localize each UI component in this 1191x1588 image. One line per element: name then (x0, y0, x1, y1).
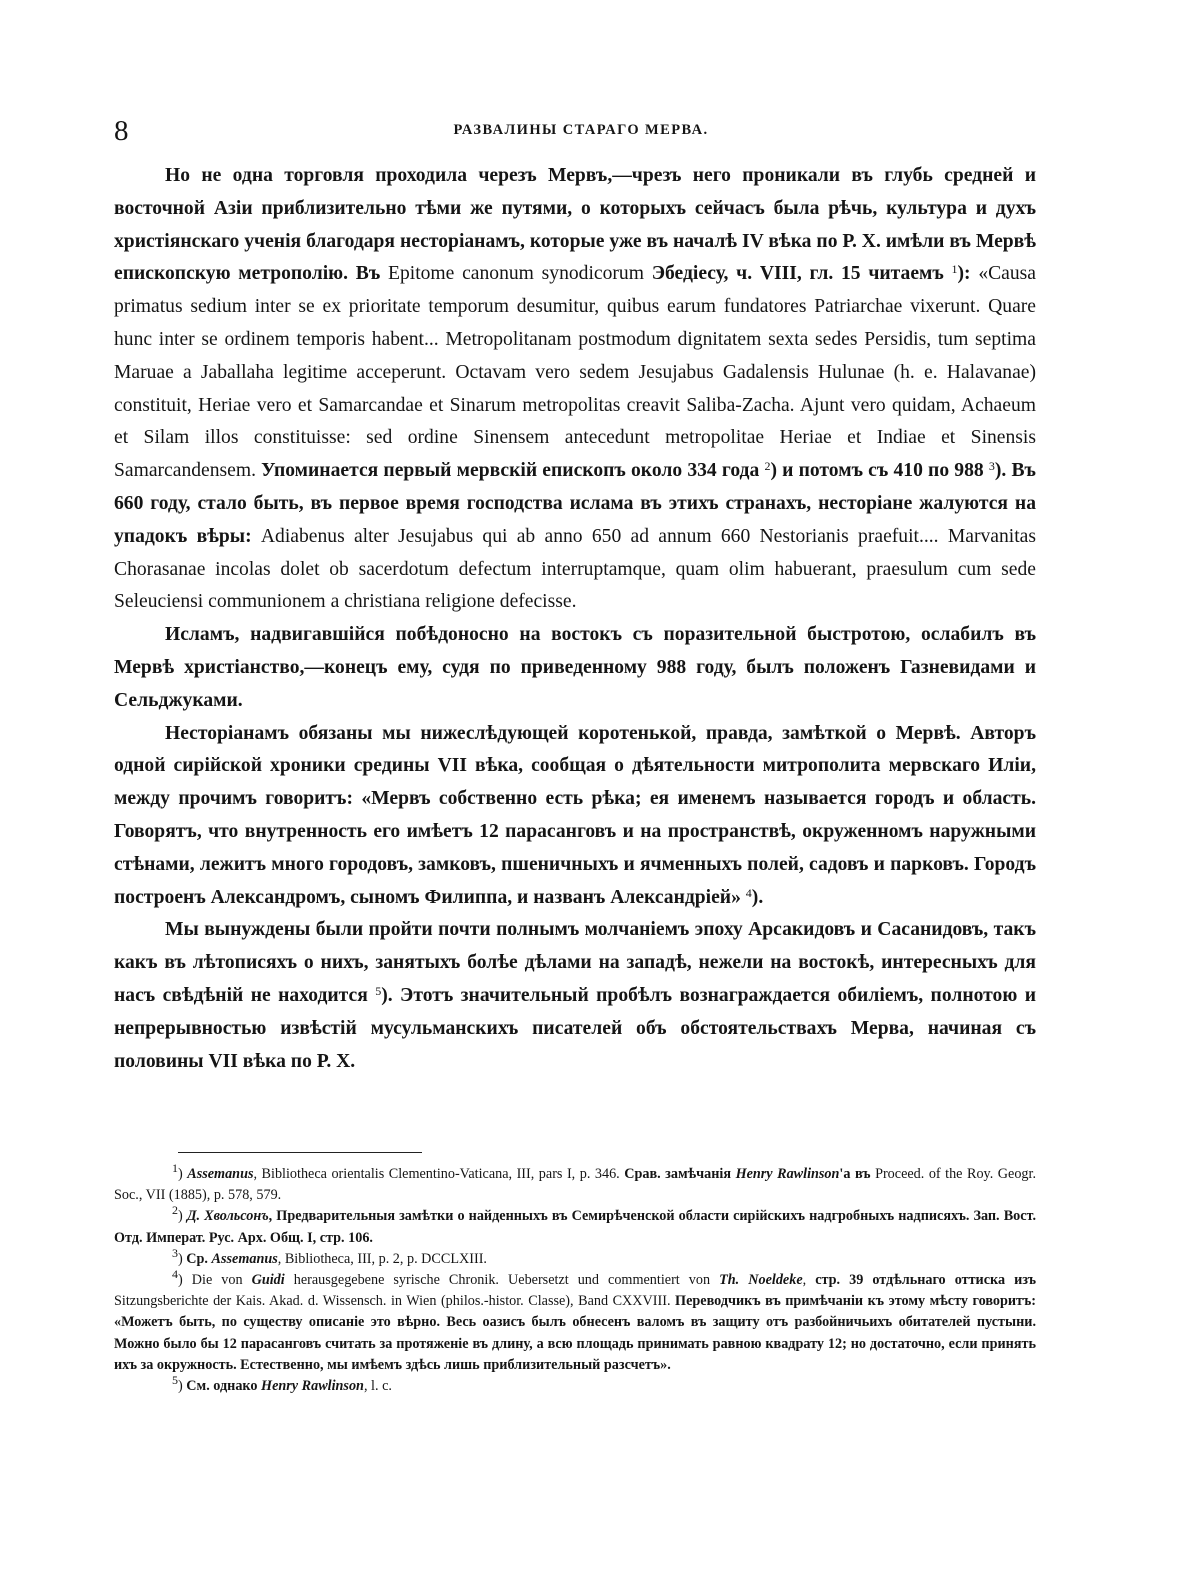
text-run: Переводчикъ въ примѣчаніи къ этому мѣсту говоритъ: «Можетъ быть, по существу описаніе это вѣрно. Весь оазисъ былъ обнесенъ валомъ въ защиту отъ разбойничьихъ обитателей пустыни. Можно было бы 12 парасанговъ считать за протяженіе въ длину, а всю площадь принимать равною квадрату 12; но достаточно, если принять ихъ за окружность. Естественно, мы имѣемъ здѣсь лишь приблизительный разсчетъ». (114, 1293, 1037, 1373)
text-run: ) (178, 1250, 187, 1267)
text-run: ) (178, 1208, 187, 1225)
text-run: ). Въ 660 году, стало быть, въ первое время господства ислама въ этихъ странахъ, несторіане жалуются на упадокъ вѣры: (114, 460, 1036, 547)
footnote (114, 1267, 1037, 1376)
text-run: , (802, 1272, 816, 1289)
text-run: ). (751, 886, 764, 908)
footnote-divider (178, 1152, 422, 1153)
text-run: , l. c. (363, 1378, 392, 1395)
text-run: Assemanus (187, 1166, 254, 1182)
text-run: 'а въ (839, 1166, 876, 1182)
footnote-ref: 3 (988, 459, 995, 474)
footnote-ref: 4 (172, 1267, 178, 1282)
text-run: Henry Rawlinson (735, 1166, 840, 1182)
text-run: Но не одна торговля проходила черезъ Мервъ,—чрезъ него проникали въ глубь средней и восточной Азіи приблизительно тѣми же путями, о которыхъ сейчасъ была рѣчь, культура и духъ христіянскаго ученія благодаря несторіанамъ, которые уже въ началѣ IV вѣка по Р. Х. имѣли въ Мервѣ епископскую метрополію. Въ (114, 165, 1036, 285)
text-run: стр. 39 отдѣльнаго оттиска изъ (815, 1272, 1037, 1289)
main-text (114, 160, 1036, 1078)
text-run: Guidi (251, 1272, 285, 1289)
text-run: Henry Rawlinson (261, 1378, 364, 1395)
page-header (114, 114, 1036, 150)
footnote-ref: 2 (172, 1203, 178, 1218)
footnotes (114, 1161, 1037, 1397)
text-run: Proceed. of the Roy. Geogr. Soc., VII (1885), p. 578, 579. (114, 1166, 1036, 1204)
text-run: herausgegebene syrische Chronik. Uebersetzt und commentiert von (284, 1272, 720, 1289)
footnote-ref: 1 (951, 262, 958, 277)
text-run: Sitzungsberichte der Kais. Akad. d. Wissensch. in Wien (philos.-histor. Classe), Band CXXVIII. (114, 1293, 671, 1310)
text-run: Мы вынуждены были пройти почти полнымъ молчаніемъ эпоху Арсакидовъ и Сасанидовъ, такъ какъ въ лѣтописяхъ о нихъ, занятыхъ болѣе дѣлами на западѣ, нежели на востокѣ, интересныхъ для насъ свѣдѣній не находится (114, 919, 1036, 1006)
text-run: , Предварительныя замѣтки о найденныхъ въ Семирѣченской области сирійскихъ надгробныхъ надписяхъ. Зап. Вост. Отд. Императ. Рус. Арх. Общ. I, стр. 106. (114, 1208, 1036, 1246)
text-run: ). Этотъ значительный пробѣлъ вознаграждается обиліемъ, полнотою и непрерывностью извѣстій мусульманскихъ писателей объ обстоятельствахъ Мерва, начиная съ половины VII вѣка по Р. Х. (114, 984, 1036, 1072)
text-run: Adiabenus alter Jesujabus qui ab anno 650 ad annum 660 Nestorianis praefuit.... Marvanitas Chorasanae incolas dolet ob sacerdotum defectum interruptamque, quam olim habuerant, praesulum cum sede Seleuciensi communionem a christiana religione defecisse. (114, 525, 1036, 613)
text-run: ) (178, 1166, 188, 1182)
text-run: ) Die von (178, 1272, 252, 1289)
text-run: Th. Noeldeke (719, 1272, 803, 1289)
paragraph (114, 914, 1036, 1078)
text-run: , Bibliotheca, III, p. 2, p. DCCLXIII. (277, 1250, 487, 1267)
text-run: Epitome canonum synodicorum (387, 263, 644, 285)
footnote-ref: 5 (375, 983, 382, 998)
footnote (114, 1203, 1036, 1248)
text-run: Несторіанамъ обязаны мы нижеслѣдующей коротенькой, правда, замѣткой о Мервѣ. Авторъ одной сирійской хроники средины VII вѣка, сообщая о дѣятельности митрополита мервскаго Иліи, между прочимъ говоритъ: «Мервъ собственно есть рѣка; ея именемъ называется городъ и область. Говорятъ, что внутренность его имѣетъ 12 парасанговъ и на пространствѣ, окруженномъ наружными стѣнами, лежитъ много городовъ, замковъ, пшеничныхъ и ячменныхъ полей, садовъ и парковъ. Городъ построенъ Александромъ, сыномъ Филиппа, и названъ Александріей» (114, 722, 1036, 908)
text-run: «Causa primatus sedium inter se ex prioritate temporum desumitur, quibus earum fundatores Patriarchae vixerunt. Quare hunc inter se ordinem temporis habent... Metropolitanam postmodum dignitatem sexta sedes Persidis, tum septima Maruae a Jaballaha legitime acceperunt. Octavam vero sedem Jesujabus Gadalensis Hulunae (h. e. Halavanae) constituit, Heriae vero et Samarcandae et Sinarum metropolitas creavit Saliba-Zacha. Ajunt vero quidam, Achaeum et Silam illos constituisse: sed ordine Sinensem antecedunt metropolitae Heriae et Indiae et Sinensis Samarcandensem. (114, 263, 1036, 482)
footnote (114, 1245, 1036, 1270)
page-number: 8 (114, 115, 129, 147)
paragraph (114, 619, 1036, 717)
text-run: ) и потомъ съ 410 по 988 (770, 460, 989, 482)
footnote (114, 1161, 1036, 1206)
text-run: ) (178, 1378, 187, 1395)
paragraph (114, 160, 1036, 619)
text-run: Д. Хвольсонъ (186, 1208, 269, 1225)
running-title: РАЗВАЛИНЫ СТАРАГО МЕРВА. (453, 122, 709, 138)
footnote-ref: 5 (172, 1373, 178, 1388)
text-run: Ср. (186, 1250, 212, 1267)
text-run: Assemanus (211, 1250, 278, 1267)
text-run: Эбедіесу, ч. VIII, гл. 15 читаемъ (643, 263, 952, 285)
paragraph (114, 718, 1036, 915)
text-run: Упоминается первый мервскій епископъ около 334 года (256, 460, 765, 482)
footnote (114, 1373, 1036, 1397)
text-run: , Bibliotheca orientalis Clementino-Vaticana, III, pars I, p. 346. (253, 1166, 625, 1182)
text-run: Исламъ, надвигавшійся побѣдоносно на востокъ съ поразительной быстротою, ослабилъ въ Мервѣ христіанство,—конецъ ему, судя по приведенному 988 году, былъ положенъ Газневидами и Сельджуками. (114, 624, 1036, 711)
footnote-ref: 4 (745, 885, 752, 900)
text-run: ): (957, 263, 979, 285)
text-run: См. однако (186, 1378, 262, 1395)
footnote-ref: 1 (172, 1161, 178, 1175)
footnote-ref: 3 (172, 1245, 178, 1260)
text-run: Срав. замѣчанія (624, 1166, 736, 1182)
footnote-ref: 2 (764, 459, 771, 474)
